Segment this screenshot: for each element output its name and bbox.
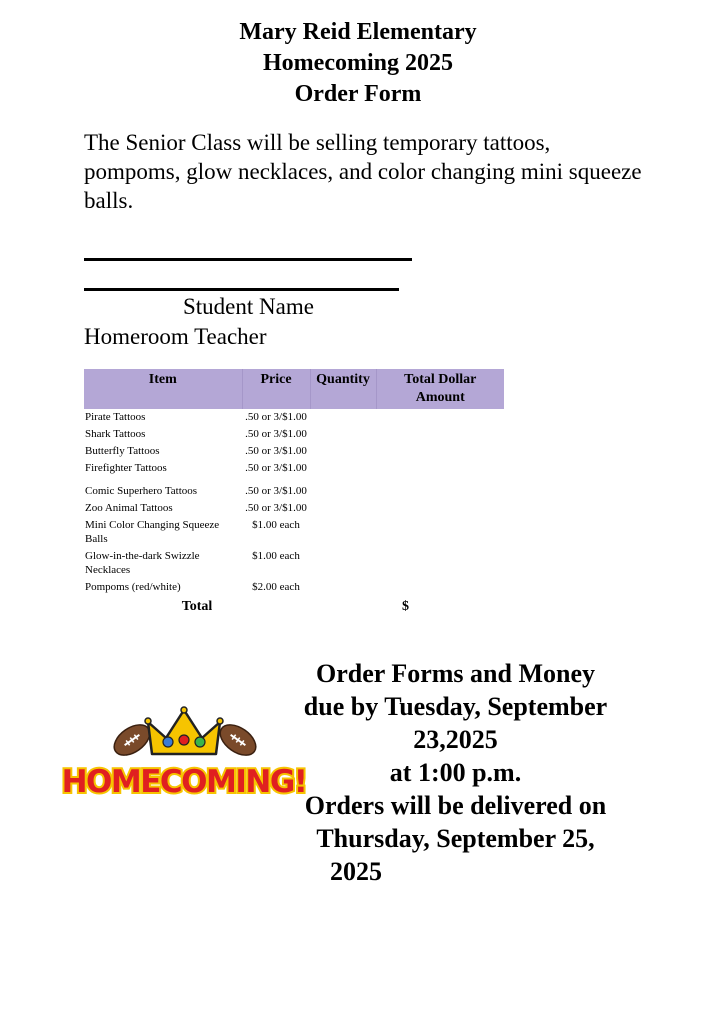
quantity-cell[interactable] [310, 548, 376, 579]
table-row [84, 477, 504, 500]
due-line: 23,2025 [413, 725, 498, 754]
item-cell: Pompoms (red/white) [85, 581, 181, 593]
due-line: Orders will be delivered on [304, 791, 607, 820]
quantity-cell[interactable] [310, 517, 376, 548]
amount-cell[interactable] [376, 548, 504, 579]
item-cell: Comic Superhero Tattoos [85, 485, 198, 497]
header-total-amount: Total Dollar Amount [404, 372, 477, 405]
price-cell: .50 or 3/$1.00 [245, 411, 307, 423]
price-cell: $1.00 each [252, 550, 300, 562]
item-cell: Mini Color Changing Squeeze Balls [85, 519, 220, 545]
due-notice [283, 657, 628, 888]
quantity-cell[interactable] [310, 477, 376, 500]
due-line: Thursday, September 25, [316, 824, 595, 853]
quantity-cell[interactable] [310, 426, 376, 443]
price-cell: .50 or 3/$1.00 [245, 485, 307, 497]
item-cell: Glow-in-the-dark Swizzle Necklaces [85, 550, 200, 576]
header-quantity: Quantity [310, 369, 376, 409]
table-row [84, 426, 504, 443]
table-row [84, 460, 504, 477]
table-row [84, 500, 504, 517]
student-name-label: Student Name [183, 294, 314, 319]
header-price: Price [242, 369, 310, 409]
amount-cell[interactable] [376, 517, 504, 548]
form-name: Order Form [294, 81, 422, 107]
logo-text: HOMECOMING! [61, 764, 307, 800]
amount-cell[interactable] [376, 579, 504, 596]
due-line: due by Tuesday, September [303, 692, 608, 721]
school-name: Mary Reid Elementary [239, 19, 477, 45]
due-line: at 1:00 p.m. [389, 758, 522, 787]
amount-cell[interactable] [376, 477, 504, 500]
intro-paragraph: The Senior Class will be selling temporary tattoos, pompoms, glow necklaces, and color changing mini squeeze balls. [84, 130, 642, 213]
table-row [84, 579, 504, 596]
total-label: Total [181, 599, 213, 614]
homecoming-logo [61, 706, 307, 806]
price-cell: .50 or 3/$1.00 [245, 445, 307, 457]
quantity-cell[interactable] [310, 443, 376, 460]
price-cell: .50 or 3/$1.00 [245, 502, 307, 514]
due-line: Order Forms and Money [316, 659, 595, 688]
quantity-cell[interactable] [310, 460, 376, 477]
student-name-line[interactable] [84, 258, 412, 261]
table-row [84, 409, 504, 426]
total-quantity-cell [310, 596, 376, 616]
table-row [84, 517, 504, 548]
order-table [84, 369, 504, 616]
item-cell: Firefighter Tattoos [85, 462, 167, 474]
table-row [84, 548, 504, 579]
item-cell: Butterfly Tattoos [85, 445, 160, 457]
homeroom-teacher-line[interactable] [84, 288, 399, 291]
amount-cell[interactable] [376, 426, 504, 443]
homeroom-teacher-label: Homeroom Teacher [84, 324, 267, 349]
due-line: 2025 [330, 857, 382, 886]
amount-cell[interactable] [376, 409, 504, 426]
item-cell: Zoo Animal Tattoos [85, 502, 173, 514]
amount-cell[interactable] [376, 443, 504, 460]
quantity-cell[interactable] [310, 409, 376, 426]
table-header-row [84, 369, 504, 409]
table-row [84, 443, 504, 460]
quantity-cell[interactable] [310, 579, 376, 596]
price-cell: $1.00 each [252, 519, 300, 531]
total-row [84, 596, 504, 616]
header-item: Item [84, 369, 242, 409]
price-cell: .50 or 3/$1.00 [245, 462, 307, 474]
amount-cell[interactable] [376, 500, 504, 517]
item-cell: Pirate Tattoos [85, 411, 146, 423]
item-cell: Shark Tattoos [85, 428, 146, 440]
price-cell: .50 or 3/$1.00 [245, 428, 307, 440]
page-title [0, 17, 716, 110]
price-cell: $2.00 each [252, 581, 300, 593]
homecoming-crown-footballs-icon [61, 706, 307, 806]
amount-cell[interactable] [376, 460, 504, 477]
total-amount-cell[interactable]: $ [402, 599, 409, 614]
quantity-cell[interactable] [310, 500, 376, 517]
event-name: Homecoming 2025 [263, 50, 453, 76]
